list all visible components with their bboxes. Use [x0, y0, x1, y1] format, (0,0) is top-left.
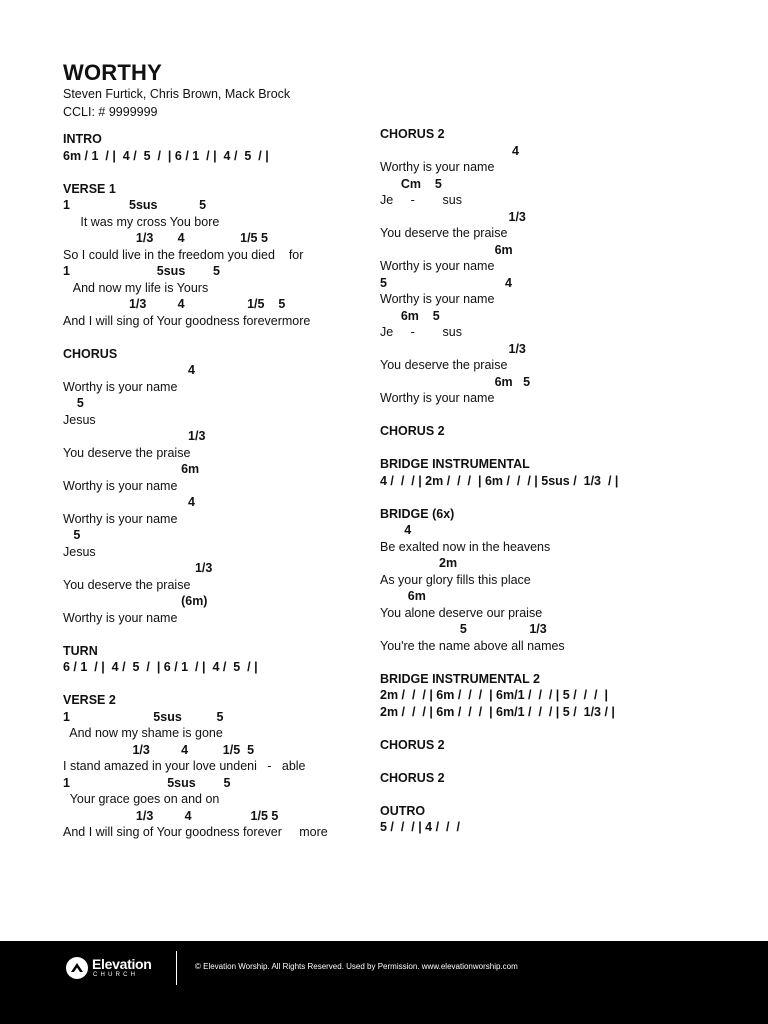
- chord-or-heading-line: 5: [63, 528, 81, 542]
- lyric-line: Worthy is your name: [380, 292, 495, 306]
- chord-or-heading-line: 1/3 4 1/5 5: [63, 231, 268, 245]
- chord-or-heading-line: CHORUS 2: [380, 127, 445, 141]
- lyric-line: I stand amazed in your love undeni - able: [63, 759, 306, 773]
- chord-or-heading-line: 4: [63, 495, 195, 509]
- footer-divider: [176, 951, 177, 985]
- lyric-line: You deserve the praise: [380, 226, 508, 240]
- lyric-line: And I will sing of Your goodness forever more: [63, 825, 328, 839]
- chord-or-heading-line: 1/3: [63, 429, 206, 443]
- ccli-number: CCLI: # 9999999: [63, 105, 158, 119]
- chord-or-heading-line: 6 / 1 / | 4 / 5 / | 6 / 1 / | 4 / 5 / |: [63, 660, 258, 674]
- lyric-line: You deserve the praise: [380, 358, 508, 372]
- lyric-line: Worthy is your name: [380, 259, 495, 273]
- chord-or-heading-line: BRIDGE INSTRUMENTAL: [380, 457, 530, 471]
- chord-or-heading-line: OUTRO: [380, 803, 426, 818]
- chord-or-heading-line: VERSE 1: [63, 181, 116, 196]
- chord-or-heading-line: 6m 5: [380, 308, 440, 323]
- chord-or-heading-line: 4 / / / | 2m / / / | 6m / / / | 5sus / 1/3 / |: [380, 473, 619, 488]
- chord-or-heading-line: CHORUS: [63, 346, 118, 361]
- lyric-line: Worthy is your name: [63, 379, 178, 394]
- chord-or-heading-line: CHORUS 2: [380, 737, 445, 752]
- logo-wordmark: Elevation: [92, 956, 152, 972]
- chord-or-heading-line: 4: [63, 363, 195, 377]
- chord-or-heading-line: 5 4: [380, 275, 512, 290]
- chord-or-heading-line: 5: [63, 396, 84, 410]
- lyric-line: Je - sus: [380, 325, 462, 339]
- lyric-line: It was my cross You bore: [63, 214, 220, 229]
- chord-or-heading-line: Cm 5: [380, 176, 442, 191]
- lyric-line: And now my shame is gone: [63, 726, 223, 740]
- elevation-mark-icon: [66, 957, 88, 979]
- chord-or-heading-line: 2m / / / | 6m / / / | 6m/1 / / / | 5 / 1/3 / |: [380, 704, 615, 719]
- chord-or-heading-line: 2m: [380, 556, 458, 570]
- chord-or-heading-line: 6m / 1 / | 4 / 5 / | 6 / 1 / | 4 / 5 / |: [63, 148, 269, 163]
- chord-or-heading-line: 1/3: [380, 341, 526, 356]
- chord-or-heading-line: 1/3 4 1/5 5: [63, 742, 255, 757]
- lyric-line: Worthy is your name: [63, 610, 178, 625]
- song-title: WORTHY: [63, 60, 162, 85]
- song-authors: Steven Furtick, Chris Brown, Mack Brock: [63, 87, 291, 101]
- lyric-line: And I will sing of Your goodness forevermore: [63, 313, 311, 328]
- chord-or-heading-line: CHORUS 2: [380, 770, 445, 785]
- chord-or-heading-line: 5 1/3: [380, 622, 547, 636]
- lyric-line: Worthy is your name: [63, 478, 178, 493]
- lyric-line: As your glory fills this place: [380, 572, 531, 587]
- chord-or-heading-line: TURN: [63, 643, 98, 658]
- chord-or-heading-line: 1/3: [63, 561, 213, 575]
- chord-or-heading-line: CHORUS 2: [380, 424, 445, 438]
- lyric-line: You deserve the praise: [63, 445, 191, 460]
- lyric-line: Worthy is your name: [63, 511, 178, 526]
- lyric-line: Je - sus: [380, 193, 462, 207]
- chord-or-heading-line: BRIDGE (6x): [380, 506, 455, 521]
- lyric-line: Your grace goes on and on: [63, 792, 220, 806]
- lyric-line: So I could live in the freedom you died for: [63, 247, 304, 262]
- chord-or-heading-line: 4: [380, 523, 412, 537]
- copyright-text: © Elevation Worship. All Rights Reserved. Used by Permission. www.elevationworship.com: [195, 962, 518, 971]
- chord-or-heading-line: 2m / / / | 6m / / / | 6m/1 / / / | 5 / / / |: [380, 688, 608, 702]
- chord-or-heading-line: 1 5sus 5: [63, 198, 207, 212]
- lyric-line: You deserve the praise: [63, 577, 191, 592]
- chord-or-heading-line: 6m 5: [380, 374, 531, 389]
- chord-or-heading-line: 6m: [380, 589, 426, 603]
- logo-subtitle: CHURCH: [93, 972, 139, 978]
- chord-or-heading-line: 1/3 4 1/5 5: [63, 297, 286, 311]
- chord-or-heading-line: BRIDGE INSTRUMENTAL 2: [380, 671, 540, 686]
- chord-or-heading-line: 6m: [63, 462, 200, 476]
- chord-or-heading-line: VERSE 2: [63, 693, 116, 707]
- chord-or-heading-line: 1 5sus 5: [63, 709, 224, 724]
- lyric-line: You alone deserve our praise: [380, 605, 543, 620]
- chord-or-heading-line: 1 5sus 5: [63, 775, 231, 790]
- lyric-line: You're the name above all names: [380, 638, 565, 653]
- chord-or-heading-line: INTRO: [63, 132, 102, 146]
- chord-or-heading-line: 1 5sus 5: [63, 264, 221, 278]
- footer-bar: [0, 941, 768, 1024]
- chord-or-heading-line: (6m): [63, 594, 208, 608]
- lyric-line: Jesus: [63, 544, 96, 559]
- chord-or-heading-line: 1/3 4 1/5 5: [63, 808, 279, 823]
- lyric-line: And now my life is Yours: [63, 280, 209, 295]
- elevation-logo: [66, 956, 166, 982]
- lyric-line: Be exalted now in the heavens: [380, 539, 551, 554]
- chord-or-heading-line: 5 / / / | 4 / / /: [380, 820, 460, 834]
- chord-or-heading-line: 1/3: [380, 209, 526, 224]
- lyric-line: Jesus: [63, 412, 96, 427]
- lyric-line: Worthy is your name: [380, 160, 495, 174]
- chord-or-heading-line: 4: [380, 143, 519, 158]
- lyric-line: Worthy is your name: [380, 391, 495, 405]
- chord-or-heading-line: 6m: [380, 242, 513, 257]
